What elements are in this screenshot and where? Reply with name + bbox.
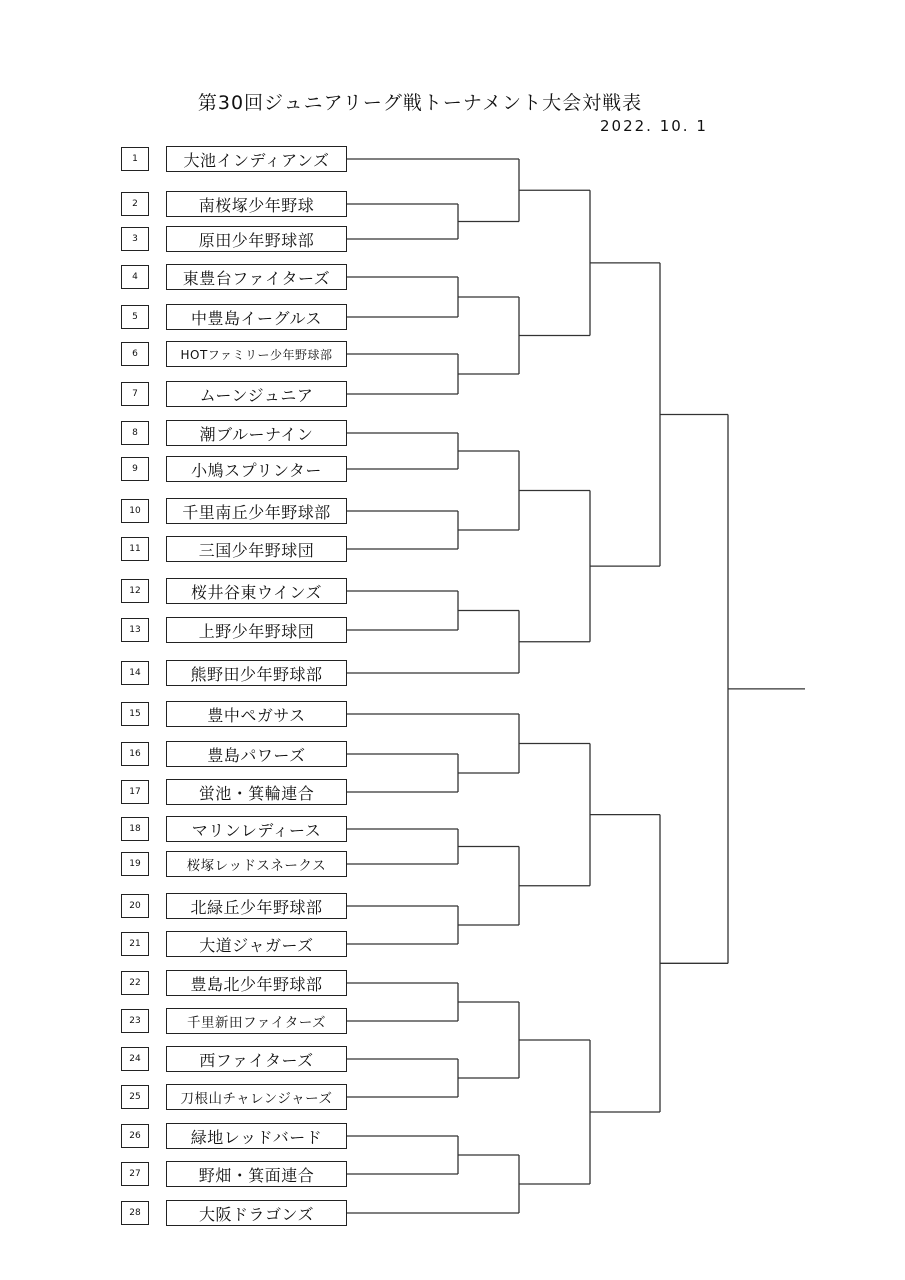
team-name: 西ファイターズ (166, 1046, 347, 1072)
team-number: 2 (121, 192, 149, 216)
team-name: 豊島パワーズ (166, 741, 347, 767)
team-number: 28 (121, 1201, 149, 1225)
page-title: 第30回ジュニアリーグ戦トーナメント大会対戦表 (197, 92, 643, 114)
team-name: 上野少年野球団 (166, 617, 347, 643)
team-number: 7 (121, 382, 149, 406)
team-name: 千里新田ファイターズ (166, 1008, 347, 1034)
team-name: 原田少年野球部 (166, 226, 347, 252)
team-name: ムーンジュニア (166, 381, 347, 407)
team-name: 千里南丘少年野球部 (166, 498, 347, 524)
team-number: 24 (121, 1047, 149, 1071)
team-number: 15 (121, 702, 149, 726)
team-name: 豊島北少年野球部 (166, 970, 347, 996)
team-number: 21 (121, 932, 149, 956)
team-number: 26 (121, 1124, 149, 1148)
team-number: 19 (121, 852, 149, 876)
team-name: 南桜塚少年野球 (166, 191, 347, 217)
team-name: 潮ブルーナイン (166, 420, 347, 446)
team-number: 9 (121, 457, 149, 481)
team-name: 大道ジャガーズ (166, 931, 347, 957)
team-name: 桜塚レッドスネークス (166, 851, 347, 877)
team-name: 緑地レッドバード (166, 1123, 347, 1149)
team-number: 13 (121, 618, 149, 642)
team-number: 16 (121, 742, 149, 766)
team-name: 中豊島イーグルス (166, 304, 347, 330)
team-number: 22 (121, 971, 149, 995)
team-name: 蛍池・箕輪連合 (166, 779, 347, 805)
team-number: 17 (121, 780, 149, 804)
date: 2022. 10. 1 (600, 117, 708, 135)
team-number: 6 (121, 342, 149, 366)
team-number: 20 (121, 894, 149, 918)
team-name: 熊野田少年野球部 (166, 660, 347, 686)
team-number: 1 (121, 147, 149, 171)
team-number: 14 (121, 661, 149, 685)
team-name: 小鳩スプリンター (166, 456, 347, 482)
team-number: 18 (121, 817, 149, 841)
team-number: 5 (121, 305, 149, 329)
team-name: 大池インディアンズ (166, 146, 347, 172)
team-name: 北緑丘少年野球部 (166, 893, 347, 919)
team-number: 27 (121, 1162, 149, 1186)
team-number: 25 (121, 1085, 149, 1109)
team-name: 野畑・箕面連合 (166, 1161, 347, 1187)
team-number: 4 (121, 265, 149, 289)
team-name: 大阪ドラゴンズ (166, 1200, 347, 1226)
team-number: 11 (121, 537, 149, 561)
team-name: HOTファミリー少年野球部 (166, 341, 347, 367)
team-number: 12 (121, 579, 149, 603)
team-number: 3 (121, 227, 149, 251)
team-name: 豊中ペガサス (166, 701, 347, 727)
team-name: 桜井谷東ウインズ (166, 578, 347, 604)
team-name: 東豊台ファイターズ (166, 264, 347, 290)
team-name: 刀根山チャレンジャーズ (166, 1084, 347, 1110)
team-number: 10 (121, 499, 149, 523)
team-number: 8 (121, 421, 149, 445)
team-number: 23 (121, 1009, 149, 1033)
team-name: 三国少年野球団 (166, 536, 347, 562)
team-name: マリンレディース (166, 816, 347, 842)
